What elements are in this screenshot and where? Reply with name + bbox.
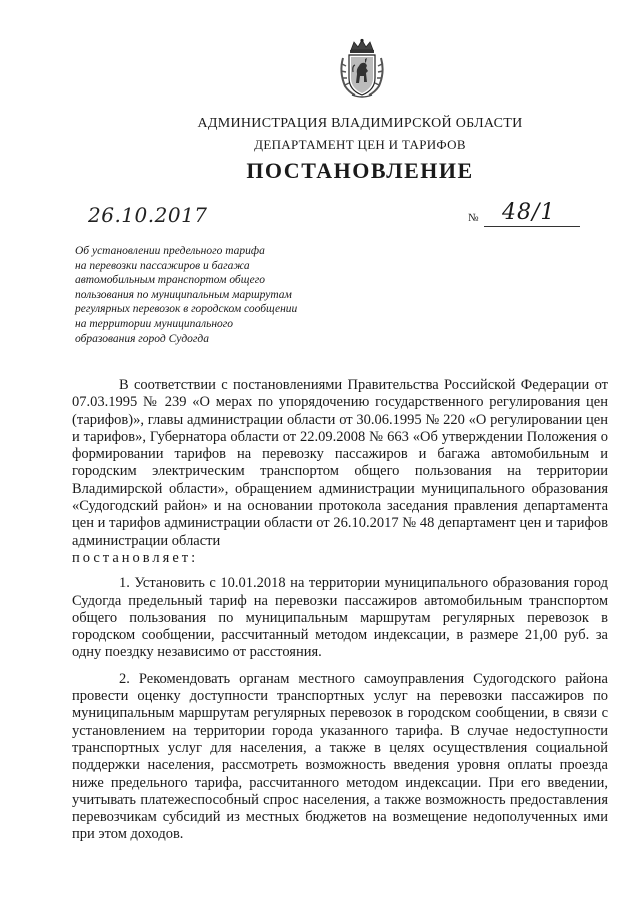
subject-line: на перевозки пассажиров и багажа xyxy=(75,259,250,272)
number-sign: № xyxy=(468,212,479,224)
preamble-paragraph xyxy=(72,377,608,550)
department-name: ДЕПАРТАМЕНТ ЦЕН И ТАРИФОВ xyxy=(254,137,466,152)
document-date: 26.10.2017 xyxy=(88,203,208,227)
subject-line: автомобильным транспортом общего xyxy=(75,274,266,287)
subject-line: регулярных перевозок в городском сообщении xyxy=(75,303,298,316)
org-name: АДМИНИСТРАЦИЯ ВЛАДИМИРСКОЙ ОБЛАСТИ xyxy=(197,116,523,131)
subject-line: на территории муниципального xyxy=(75,317,234,330)
coat-of-arms-icon xyxy=(337,38,387,100)
subject-line: пользования по муниципальным маршрутам xyxy=(75,288,292,301)
document-title: ПОСТАНОВЛЕНИЕ xyxy=(246,158,474,183)
item-1-paragraph: 1. Установить с 10.01.2018 на территории муниципального образования город Судогда предельный тариф на перевозки пассажиров автомобильным транспортом общего пользования по муниципальным маршрутам регулярных перевозок в городском сообщении, рассчитанный методом индексации, в размере 21,00 руб. за одну поездку независимо от расстояния. xyxy=(72,575,608,661)
number-value: 48/1 xyxy=(502,200,556,225)
number-underline xyxy=(484,226,580,227)
resolves-line xyxy=(72,550,608,567)
subject-line: образования город Судогда xyxy=(75,332,209,345)
document-number xyxy=(468,200,584,228)
preamble-text: В соответствии с постановлениями Правительства Российской Федерации от 07.03.1995 № 239 «О мерах по упорядочению государственного регулирования цен (тарифов)», главы администрации области от 30.06.1995 № 220 «О регулировании цен и тарифов», Губернатора области от 22.09.2008 № 663 «Об утверждении Положения о формировании тарифов на перевозку пассажиров и багажа автомобильным и городским электрическим транспортом общего пользования на территории Владимирской области», обращением администрации муниципального образования «Судогодский район» и на основании протокола заседания правления департамента цен и тарифов администрации области от 26.10.2017 № 48 департамент цен и тарифов администрации области xyxy=(72,377,608,549)
document-body xyxy=(72,377,608,844)
document-subject xyxy=(75,244,375,346)
resolves-text: постановляет: xyxy=(72,549,199,566)
subject-line: Об установлении предельного тарифа xyxy=(75,245,265,257)
item-2-paragraph: 2. Рекомендовать органам местного самоуправления Судогодского района провести оценку доступности транспортных услуг на перевозки пассажиров по муниципальным маршрутам регулярных перевозок в городском сообщении, в связи с установлением на территории города указанного тарифа. В случае недоступности транспортных услуг для населения, а также в целях осуществления социальной поддержки населения, рассмотреть возможность введения уровня оплаты проезда ниже предельного тарифа, рассчитанного методом индексации. При его введении, учитывать платежеспособный спрос населения, а также возможность предоставления перевозчикам субсидий из местных бюджетов на возмещение недополученных ими при этом доходов. xyxy=(72,670,608,843)
